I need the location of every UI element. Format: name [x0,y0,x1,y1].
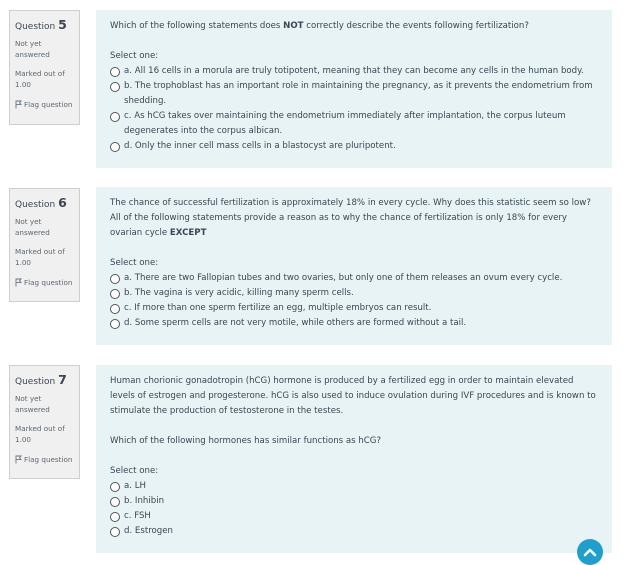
question-content [96,10,612,168]
question-info [9,188,80,302]
flag-question-toggle[interactable]: Flag question [15,454,75,465]
question-content [96,187,612,345]
answer-option[interactable]: a. All 16 cells in a morula are truly totipotent, meaning that they can become any cells in the human body. [110,64,598,79]
answer-option[interactable]: b. The trophoblast has an important role in maintaining the pregnancy, as it prevents the endometrium from shedding. [110,79,598,109]
flag-icon [15,455,22,464]
radio-button[interactable] [110,289,120,299]
question-number: Question 5 [15,17,67,32]
question-text: Which of the following statements does NOT correctly describe the events following fertilization? [110,21,529,31]
answer-option[interactable]: d. Only the inner cell mass cells in a blastocyst are pluripotent. [110,139,598,154]
question-info [9,10,80,125]
chevron-up-icon [583,547,597,557]
scroll-to-top-button[interactable] [577,539,603,565]
flag-icon [15,100,22,109]
radio-button[interactable] [110,274,120,284]
flag-question-toggle[interactable]: Flag question [15,277,75,288]
question-state: Not yet answered [15,394,50,414]
radio-button[interactable] [110,527,120,537]
flag-question-toggle[interactable]: Flag question [15,99,75,110]
radio-button[interactable] [110,319,120,329]
question-number: Question 6 [15,195,67,210]
radio-button[interactable] [110,142,120,152]
question-state: Not yet answered [15,217,50,237]
radio-button[interactable] [110,497,120,507]
radio-button[interactable] [110,112,120,122]
flag-icon [15,278,22,287]
question-grade: Marked out of 1.00 [15,69,65,89]
answer-option[interactable]: a. There are two Fallopian tubes and two ovaries, but only one of them releases an ovum every cycle. [110,271,598,286]
question-content [96,365,612,553]
question-info [9,365,80,479]
select-one-prompt: Select one: [110,258,159,268]
answer-option[interactable]: c. If more than one sperm fertilize an egg, multiple embryos can result. [110,301,598,316]
answer-option[interactable]: b. The vagina is very acidic, killing many sperm cells. [110,286,598,301]
radio-button[interactable] [110,304,120,314]
question-text: The chance of successful fertilization is approximately 18% in every cycle. Why does this statistic seem so low? All of the following statements provide a reason as to why the chance of fertilization is only 18% for every ovarian cycle EXCEPT [110,198,591,238]
question-grade: Marked out of 1.00 [15,424,65,444]
select-one-prompt: Select one: [110,51,159,61]
radio-button[interactable] [110,512,120,522]
answer-option[interactable]: c. FSH [110,509,598,524]
question-text: Human chorionic gonadotropin (hCG) hormone is produced by a fertilized egg in order to maintain elevated levels of estrogen and progesterone. hCG is also used to induce ovulation during IVF procedures and is known to stimulate the production of testosterone in the testes. [110,376,596,416]
answer-option[interactable]: b. Inhibin [110,494,598,509]
select-one-prompt: Select one: [110,466,159,476]
answer-option[interactable]: a. LH [110,479,598,494]
answer-option[interactable]: c. As hCG takes over maintaining the endometrium immediately after implantation, the corpus luteum degenerates into the corpus albican. [110,109,598,139]
question-grade: Marked out of 1.00 [15,247,65,267]
sub-question-text: Which of the following hormones has similar functions as hCG? [110,436,382,446]
answer-option[interactable]: d. Some sperm cells are not very motile, while others are formed without a tail. [110,316,598,331]
radio-button[interactable] [110,82,120,92]
question-number: Question 7 [15,372,67,387]
radio-button[interactable] [110,482,120,492]
radio-button[interactable] [110,67,120,77]
question-state: Not yet answered [15,39,50,59]
answer-option[interactable]: d. Estrogen [110,524,598,539]
